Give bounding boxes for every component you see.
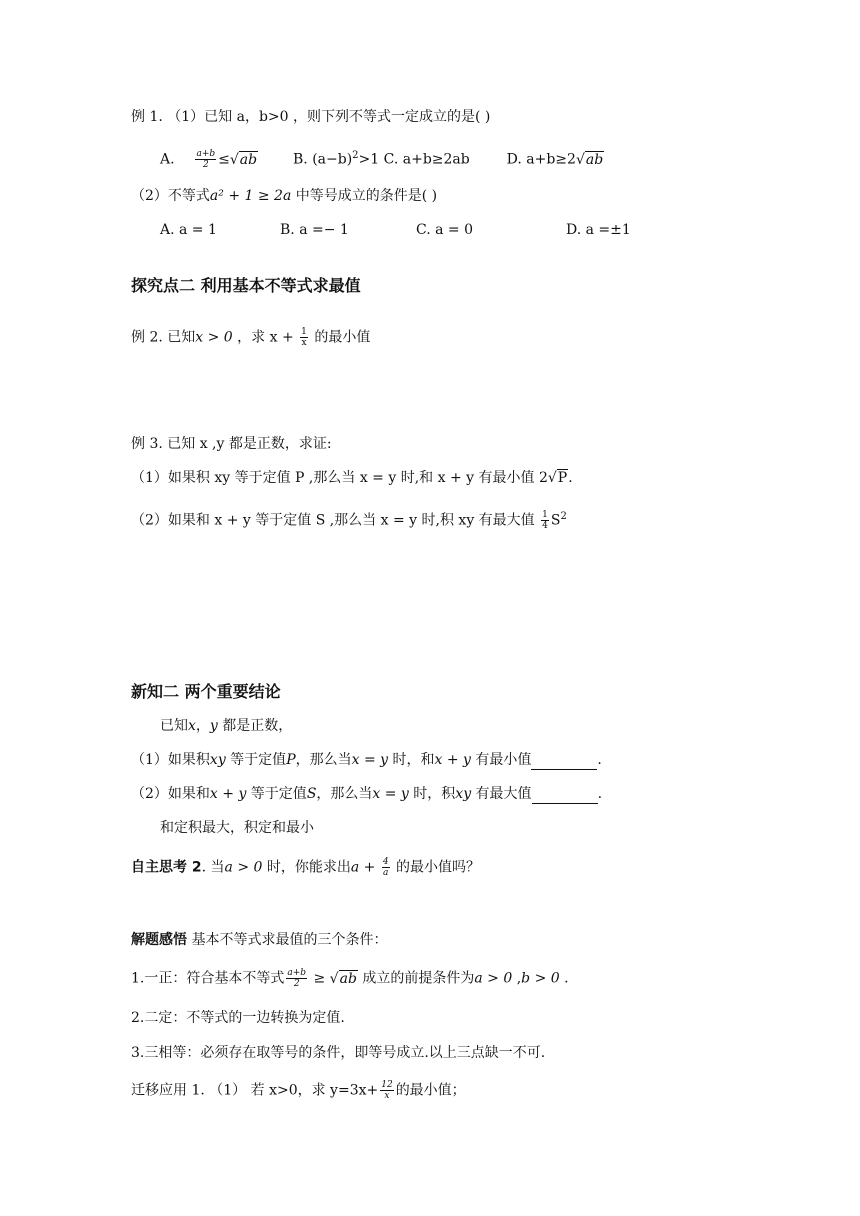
option-a-sqrt: √ab (229, 151, 258, 168)
insight-rule-1: 1.一正：符合基本不等式 $\frac{a+b}{2}$ ≥ √ab 成立的前提条件为a > 0 ,b > 0 . (131, 968, 569, 989)
self-think-fraction: $\frac{4}{a}$ (382, 857, 389, 878)
new-knowledge-premise (160, 716, 292, 736)
insight-fraction: $\frac{a+b}{2}$ (287, 968, 307, 989)
ex3-sqrt-p: √P (547, 470, 568, 486)
ex3-part1-text: （1）如果积 xy 等于定值 P ,那么当 x = y 时,和 x + y 有最小值 2 (131, 470, 548, 486)
part-2-inequality: a² + 1 ≥ 2a (209, 188, 292, 204)
example-2 (131, 327, 370, 348)
option-b-text: B. (a−b) (293, 151, 353, 168)
ex3-part1-end: . (568, 470, 573, 486)
premise-y: y (209, 718, 218, 734)
premise-sep: ， (195, 718, 210, 734)
choice-c: C. a = 0 (416, 222, 473, 238)
ex2-prefix: 例 2. 已知 (131, 329, 196, 346)
option-b-exponent: 2 (352, 150, 359, 161)
part-2-suffix: 中等号成立的条件是( ) (291, 188, 438, 204)
insight-rule-2: 2.二定：不等式的一边转换为定值. (131, 1010, 345, 1026)
example-3-part-1 (131, 468, 573, 488)
conclusion-2-blank[interactable] (532, 789, 598, 804)
option-a-relation: ≤ (218, 151, 230, 168)
transfer-application-1: 迁移应用 1. （1） 若 x>0，求 y=3x+ $\frac{12}{x}$ 的最小值； (131, 1080, 466, 1101)
insight-sqrt: √ab (329, 970, 357, 987)
choice-d: D. a =±1 (566, 222, 631, 238)
insight-label: 解题感悟 (131, 932, 187, 948)
ex2-condition: x > 0 (195, 329, 233, 346)
example-1-question: 例 1. （1）已知 a，b>0 ，则下列不等式一定成立的是( ) (131, 109, 491, 125)
option-a-label: A. (160, 151, 175, 168)
option-d-text: D. a+b≥2 (506, 151, 576, 168)
ex3-quarter-fraction: $\frac{1}{4}$ (542, 510, 548, 532)
option-b-c-text: >1 C. a+b≥2ab (358, 151, 470, 168)
ex2-suffix: 的最小值 (309, 329, 371, 346)
ex2-fraction: $\frac{1}{x}$ (301, 327, 307, 348)
premise-text: 已知 (160, 718, 188, 734)
ex3-s: S (550, 512, 561, 529)
ex2-mid: ，求 x + (232, 329, 299, 346)
self-think-label: 自主思考 2 (131, 859, 202, 876)
insight-text: 基本不等式求最值的三个条件： (187, 932, 388, 948)
example-3-question: 例 3. 已知 x ,y 都是正数，求证: (131, 436, 332, 452)
option-a-fraction: $\frac{a+b}{2}$ (196, 149, 216, 171)
option-d-sqrt: √ab (575, 151, 604, 168)
ex3-part2-text: （2）如果和 x + y 等于定值 S ,那么当 x = y 时,积 xy 有最大值 (131, 512, 540, 529)
insight-heading (131, 930, 387, 950)
motto: 和定积最大，积定和最小 (160, 820, 314, 836)
conclusion-1-blank[interactable] (531, 755, 597, 770)
ex3-s-exponent: 2 (560, 511, 567, 522)
choice-a: A. a = 1 (160, 222, 217, 238)
conclusion-1: （1）如果积xy 等于定值P，那么当x = y 时，和x + y 有最小值 . (131, 752, 602, 768)
self-think-2: 自主思考 2. 当a > 0 时，你能求出a + $\frac{4}{a}$ 的最小值吗？ (131, 857, 481, 878)
section-title-explore-2: 探究点二 利用基本不等式求最值 (131, 276, 361, 295)
choice-b: B. a =− 1 (280, 222, 349, 238)
section-title-new-knowledge-2: 新知二 两个重要结论 (131, 682, 281, 701)
insight-rule-3: 3.三相等：必须存在取等号的条件，即等号成立.以上三点缺一不可. (131, 1045, 546, 1061)
part-2-prefix: （2）不等式 (131, 188, 210, 204)
example-3-part-2 (131, 507, 567, 531)
conclusion-2: （2）如果和x + y 等于定值S，那么当x = y 时，积xy 有最大值 . (131, 786, 603, 802)
premise-x: x (188, 718, 196, 734)
premise-end: 都是正数， (217, 718, 293, 734)
example-1-options (160, 146, 604, 170)
transfer-fraction: $\frac{12}{x}$ (381, 1080, 393, 1101)
example-1-part-2 (131, 186, 437, 206)
